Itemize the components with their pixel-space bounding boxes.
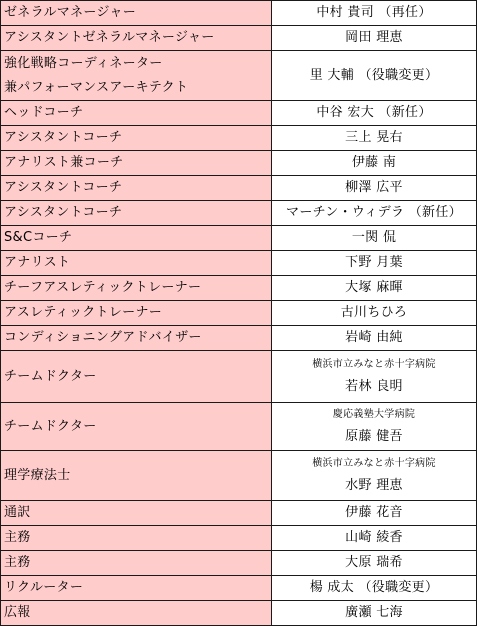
person-name: 水野 理恵 [345, 478, 403, 493]
name-cell [272, 501, 477, 526]
affiliation-label: 横浜市立みなと赤十字病院 [312, 458, 436, 469]
person-name: 岩崎 由純 [345, 330, 403, 345]
name-cell [272, 276, 477, 301]
role-label: アシスタントコーチ [4, 130, 123, 145]
role-label: 広報 [4, 605, 31, 620]
staff-row [1, 101, 477, 126]
person-name: 伊藤 南 [351, 155, 397, 170]
role-cell [1, 51, 272, 101]
person-name: 里 大輔 （役職変更） [309, 67, 439, 83]
role-label: 強化戦略コーディネーター [4, 55, 163, 71]
person-name: 若林 良明 [345, 379, 403, 394]
role-cell [1, 601, 272, 626]
person-name: 大原 瑞希 [345, 555, 403, 570]
role-cell [1, 101, 272, 126]
role-cell [1, 176, 272, 201]
name-cell [272, 576, 477, 601]
role-label: 通訳 [4, 505, 31, 520]
person-name: 一関 侃 [351, 230, 397, 245]
name-cell [272, 1, 477, 26]
role-cell [1, 1, 272, 26]
person-name: 岡田 理恵 [345, 30, 403, 45]
staff-row [1, 276, 477, 301]
staff-row [1, 51, 477, 101]
affiliation-label: 慶応義塾大学病院 [332, 409, 416, 420]
person-name: 三上 晃右 [345, 130, 403, 145]
role-label: アスレティックトレーナー [4, 305, 163, 320]
role-cell [1, 551, 272, 576]
role-label: アシスタントコーチ [4, 205, 123, 220]
name-cell [272, 526, 477, 551]
staff-row [1, 126, 477, 151]
person-name: 柳澤 広平 [345, 180, 403, 195]
role-label: S&Cコーチ [4, 230, 73, 245]
staff-row [1, 351, 477, 403]
name-cell [272, 251, 477, 276]
role-cell [1, 226, 272, 251]
staff-row [1, 226, 477, 251]
role-label: ゼネラルマネージャー [4, 5, 137, 20]
staff-row [1, 551, 477, 576]
affiliation-label: 横浜市立みなと赤十字病院 [312, 359, 436, 370]
role-label: コンディショニングアドバイザー [4, 330, 202, 345]
role-cell [1, 201, 272, 226]
name-cell [272, 551, 477, 576]
name-cell [272, 101, 477, 126]
staff-row [1, 251, 477, 276]
role-cell [1, 251, 272, 276]
role-cell [1, 301, 272, 326]
name-cell [272, 403, 477, 451]
name-cell [272, 601, 477, 626]
name-cell [272, 226, 477, 251]
role-label: リクルーター [4, 580, 84, 595]
role-cell [1, 403, 272, 451]
staff-row [1, 151, 477, 176]
staff-row [1, 403, 477, 451]
name-cell [272, 201, 477, 226]
role-label: 理学療法士 [4, 467, 71, 483]
role-cell [1, 276, 272, 301]
role-cell [1, 576, 272, 601]
person-name: 楊 成太 （役職変更） [309, 580, 439, 595]
role-cell [1, 526, 272, 551]
role-label: ヘッドコーチ [4, 105, 84, 120]
person-name: 山崎 綾香 [345, 530, 403, 545]
staff-row [1, 451, 477, 501]
person-name: 中村 貴司 （再任） [316, 5, 432, 20]
role-label: アシスタントコーチ [4, 180, 123, 195]
staff-row [1, 26, 477, 51]
name-cell [272, 176, 477, 201]
name-cell [272, 151, 477, 176]
staff-row [1, 576, 477, 601]
staff-row [1, 526, 477, 551]
role-cell [1, 126, 272, 151]
staff-row [1, 1, 477, 26]
name-cell [272, 451, 477, 501]
role-label: アナリスト兼コーチ [4, 155, 124, 170]
person-name: 原藤 健吾 [345, 429, 403, 444]
role-label: チーフアスレティックトレーナー [4, 280, 202, 295]
person-name: マーチン・ウィデラ （新任） [286, 205, 462, 220]
staff-row [1, 176, 477, 201]
staff-row [1, 326, 477, 351]
name-cell [272, 26, 477, 51]
role-cell [1, 151, 272, 176]
staff-row [1, 601, 477, 626]
role-label: チームドクター [4, 418, 97, 434]
name-cell [272, 51, 477, 101]
role-label: 主務 [4, 555, 31, 570]
role-cell [1, 451, 272, 501]
name-cell [272, 126, 477, 151]
name-cell [272, 351, 477, 403]
role-label: チームドクター [4, 368, 97, 384]
role-label: 主務 [4, 530, 31, 545]
role-label: 兼パフォーマンスアーキテクト [4, 79, 189, 95]
role-cell [1, 501, 272, 526]
name-cell [272, 301, 477, 326]
staff-row [1, 501, 477, 526]
staff-table-body [1, 1, 477, 626]
role-label: アナリスト [4, 255, 71, 270]
person-name: 大塚 麻暉 [345, 280, 403, 295]
person-name: 廣瀬 七海 [345, 605, 403, 620]
staff-row [1, 201, 477, 226]
role-cell [1, 26, 272, 51]
name-cell [272, 326, 477, 351]
person-name: 古川ちひろ [340, 305, 408, 320]
staff-row [1, 301, 477, 326]
role-label: アシスタントゼネラルマネージャー [4, 30, 215, 45]
person-name: 中谷 宏大 （新任） [316, 105, 432, 120]
role-cell [1, 351, 272, 403]
person-name: 下野 月葉 [345, 255, 403, 270]
role-cell [1, 326, 272, 351]
person-name: 伊藤 花音 [345, 505, 403, 520]
